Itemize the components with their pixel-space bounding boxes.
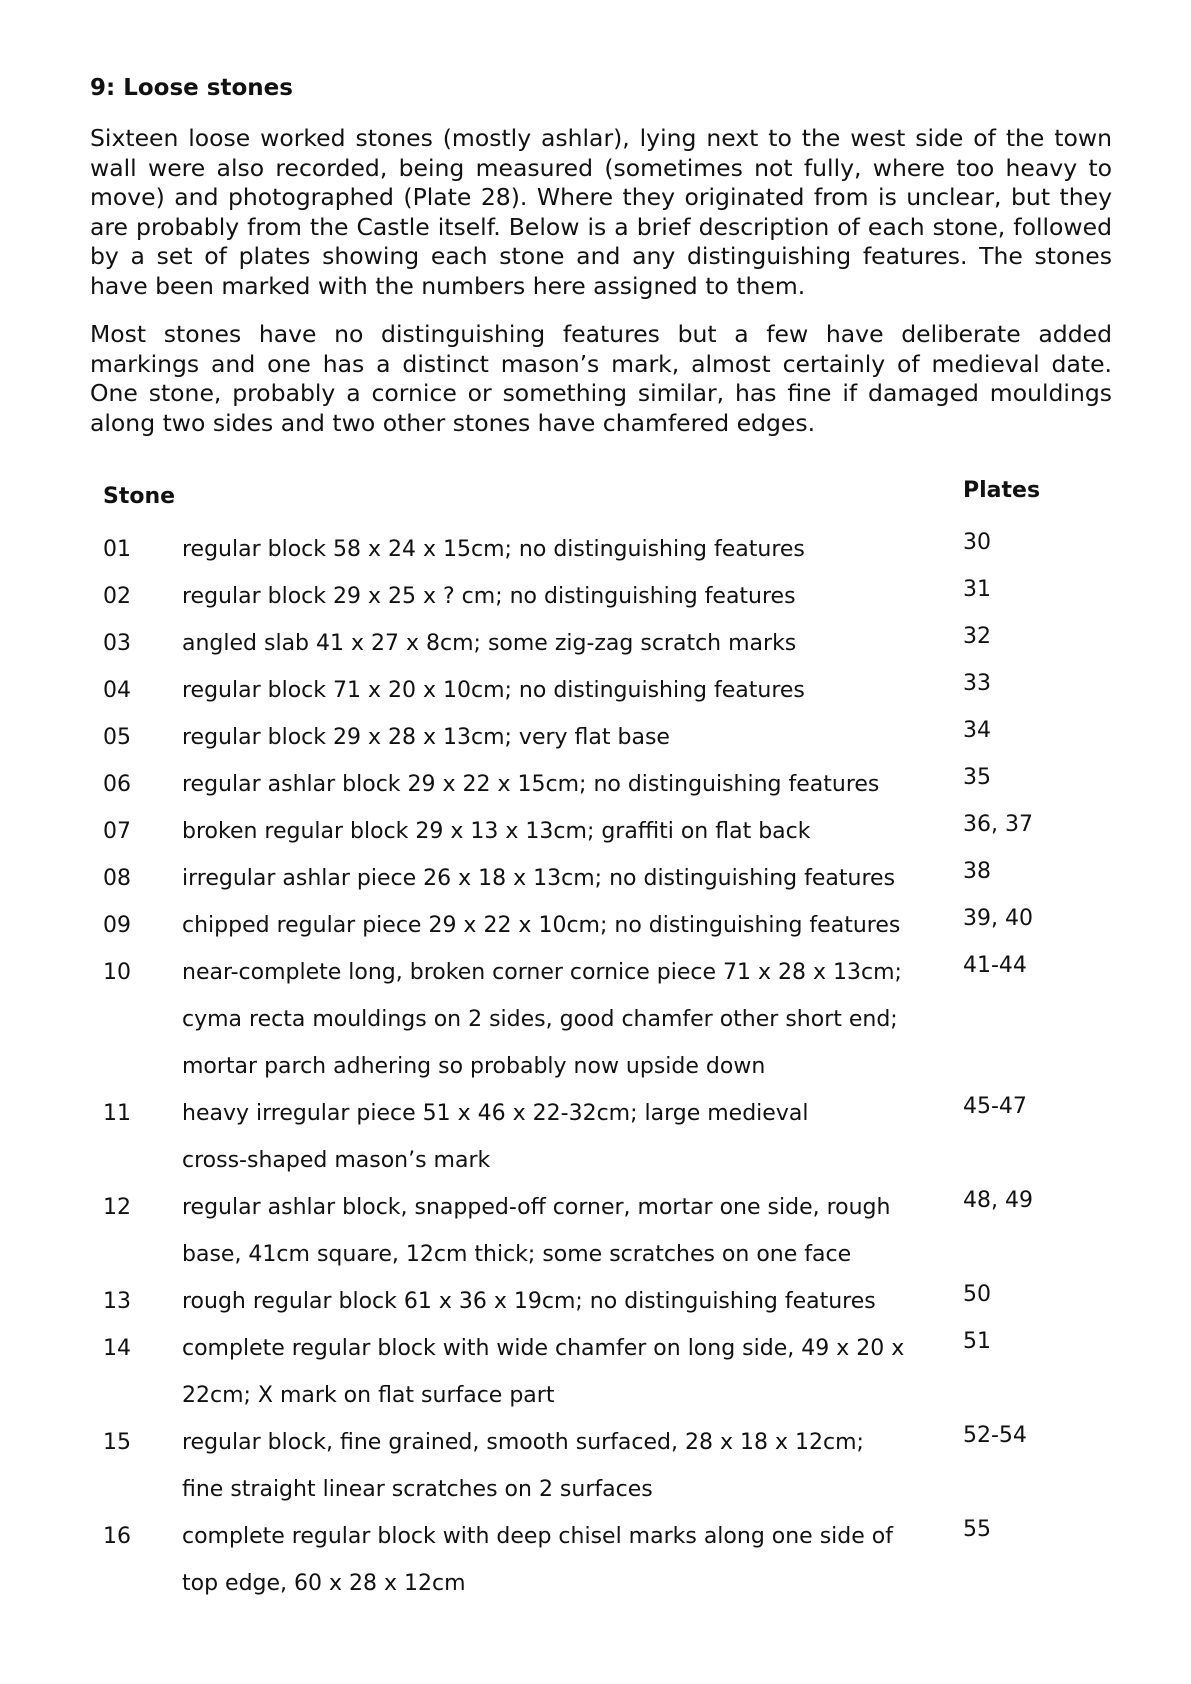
stone-row [0, 667, 1191, 714]
stone-number: 12 [103, 1195, 131, 1220]
stone-plates: 41-44 [963, 953, 1027, 978]
intro-paragraph: Sixteen loose worked stones (mostly ashlar), lying next to the west side of the town wall were also recorded, being measured (sometimes not fully, where too heavy to move) and photographed (Plate 28). Where they originated from is unclear, but they are probably from the Castle itself. Below is a brief description of each stone, followed by a set of plates showing each stone and any distinguishing features. The stones have been marked with the numbers here assigned to them. [90, 124, 1112, 300]
stone-plates: 39, 40 [963, 906, 1033, 931]
stone-row [0, 1513, 1191, 1607]
stone-description-line: regular block 71 x 20 x 10cm; no distinguishing features [182, 678, 805, 703]
stone-description-line: base, 41cm square, 12cm thick; some scratches on one face [182, 1242, 852, 1267]
stone-description-line: cross-shaped mason’s mark [182, 1148, 491, 1173]
stone-description-line: mortar parch adhering so probably now upside down [182, 1054, 766, 1079]
stone-description [182, 1278, 876, 1325]
stone-column-header: Stone [103, 484, 176, 509]
stone-description-line: complete regular block with wide chamfer on long side, 49 x 20 x [182, 1336, 905, 1361]
stone-description-line: chipped regular piece 29 x 22 x 10cm; no distinguishing features [182, 913, 901, 938]
stone-description-line: rough regular block 61 x 36 x 19cm; no distinguishing features [182, 1289, 876, 1314]
stone-plates: 30 [963, 530, 991, 555]
stone-description-line: regular block 29 x 25 x ? cm; no distinguishing features [182, 584, 796, 609]
stone-row [0, 526, 1191, 573]
stone-plates: 55 [963, 1517, 991, 1542]
stone-number: 07 [103, 819, 131, 844]
stone-plates: 36, 37 [963, 812, 1033, 837]
stone-description-line: angled slab 41 x 27 x 8cm; some zig-zag scratch marks [182, 631, 797, 656]
stone-description-line: regular ashlar block 29 x 22 x 15cm; no distinguishing features [182, 772, 880, 797]
stone-description-line: heavy irregular piece 51 x 46 x 22-32cm; large medieval [182, 1101, 809, 1126]
stone-description-line: regular block, fine grained, smooth surfaced, 28 x 18 x 12cm; [182, 1430, 864, 1455]
plates-column-header: Plates [963, 478, 1041, 503]
stone-number: 14 [103, 1336, 131, 1361]
stone-number: 15 [103, 1430, 131, 1455]
stone-number: 13 [103, 1289, 131, 1314]
stone-number: 02 [103, 584, 131, 609]
stone-description [182, 667, 805, 714]
stone-description-line: fine straight linear scratches on 2 surfaces [182, 1477, 653, 1502]
stone-description-line: complete regular block with deep chisel marks along one side of [182, 1524, 893, 1549]
stone-description [182, 714, 670, 761]
stone-number: 10 [103, 960, 131, 985]
stone-number: 05 [103, 725, 131, 750]
stone-number: 11 [103, 1101, 131, 1126]
stone-description [182, 949, 902, 1090]
stone-plates: 34 [963, 718, 991, 743]
stone-description-line: near-complete long, broken corner cornice piece 71 x 28 x 13cm; [182, 960, 902, 985]
stone-description [182, 1090, 808, 1184]
stone-description [182, 1325, 904, 1419]
section-heading: 9: Loose stones [90, 75, 293, 101]
stone-description-line: top edge, 60 x 28 x 12cm [182, 1571, 466, 1596]
stone-description [182, 808, 810, 855]
stone-description [182, 1184, 890, 1278]
stone-number: 04 [103, 678, 131, 703]
stone-row [0, 1090, 1191, 1184]
stone-description [182, 855, 895, 902]
stone-description-line: regular block 58 x 24 x 15cm; no distinguishing features [182, 537, 805, 562]
stone-plates: 38 [963, 859, 991, 884]
stones-table [0, 526, 1191, 1607]
stone-number: 01 [103, 537, 131, 562]
stone-number: 06 [103, 772, 131, 797]
stone-description-line: cyma recta mouldings on 2 sides, good chamfer other short end; [182, 1007, 898, 1032]
stone-number: 08 [103, 866, 131, 891]
stone-number: 03 [103, 631, 131, 656]
stone-plates: 52-54 [963, 1423, 1027, 1448]
stone-description [182, 1419, 864, 1513]
stone-description [182, 526, 805, 573]
stone-plates: 50 [963, 1282, 991, 1307]
stone-plates: 45-47 [963, 1094, 1027, 1119]
stone-plates: 35 [963, 765, 991, 790]
stone-row [0, 1419, 1191, 1513]
stone-row [0, 808, 1191, 855]
stone-description [182, 573, 796, 620]
stone-row [0, 1278, 1191, 1325]
stone-description-line: regular block 29 x 28 x 13cm; very flat base [182, 725, 670, 750]
stone-row [0, 1325, 1191, 1419]
stone-row [0, 714, 1191, 761]
stone-description [182, 620, 796, 667]
stone-number: 09 [103, 913, 131, 938]
stone-row [0, 573, 1191, 620]
stone-row [0, 949, 1191, 1090]
stone-description-line: 22cm; X mark on flat surface part [182, 1383, 555, 1408]
stone-row [0, 1184, 1191, 1278]
stone-row [0, 620, 1191, 667]
stone-description [182, 1513, 893, 1607]
stone-plates: 48, 49 [963, 1188, 1033, 1213]
stone-plates: 33 [963, 671, 991, 696]
stone-plates: 31 [963, 577, 991, 602]
stone-plates: 51 [963, 1329, 991, 1354]
stone-description-line: irregular ashlar piece 26 x 18 x 13cm; no distinguishing features [182, 866, 896, 891]
stone-description [182, 902, 900, 949]
stone-description-line: regular ashlar block, snapped-off corner, mortar one side, rough [182, 1195, 891, 1220]
stone-plates: 32 [963, 624, 991, 649]
stone-description-line: broken regular block 29 x 13 x 13cm; graffiti on flat back [182, 819, 811, 844]
stone-description [182, 761, 879, 808]
stone-number: 16 [103, 1524, 131, 1549]
features-paragraph: Most stones have no distinguishing features but a few have deliberate added markings and one has a distinct mason’s mark, almost certainly of medieval date. One stone, probably a cornice or something similar, has fine if damaged mouldings along two sides and two other stones have chamfered edges. [90, 320, 1112, 437]
